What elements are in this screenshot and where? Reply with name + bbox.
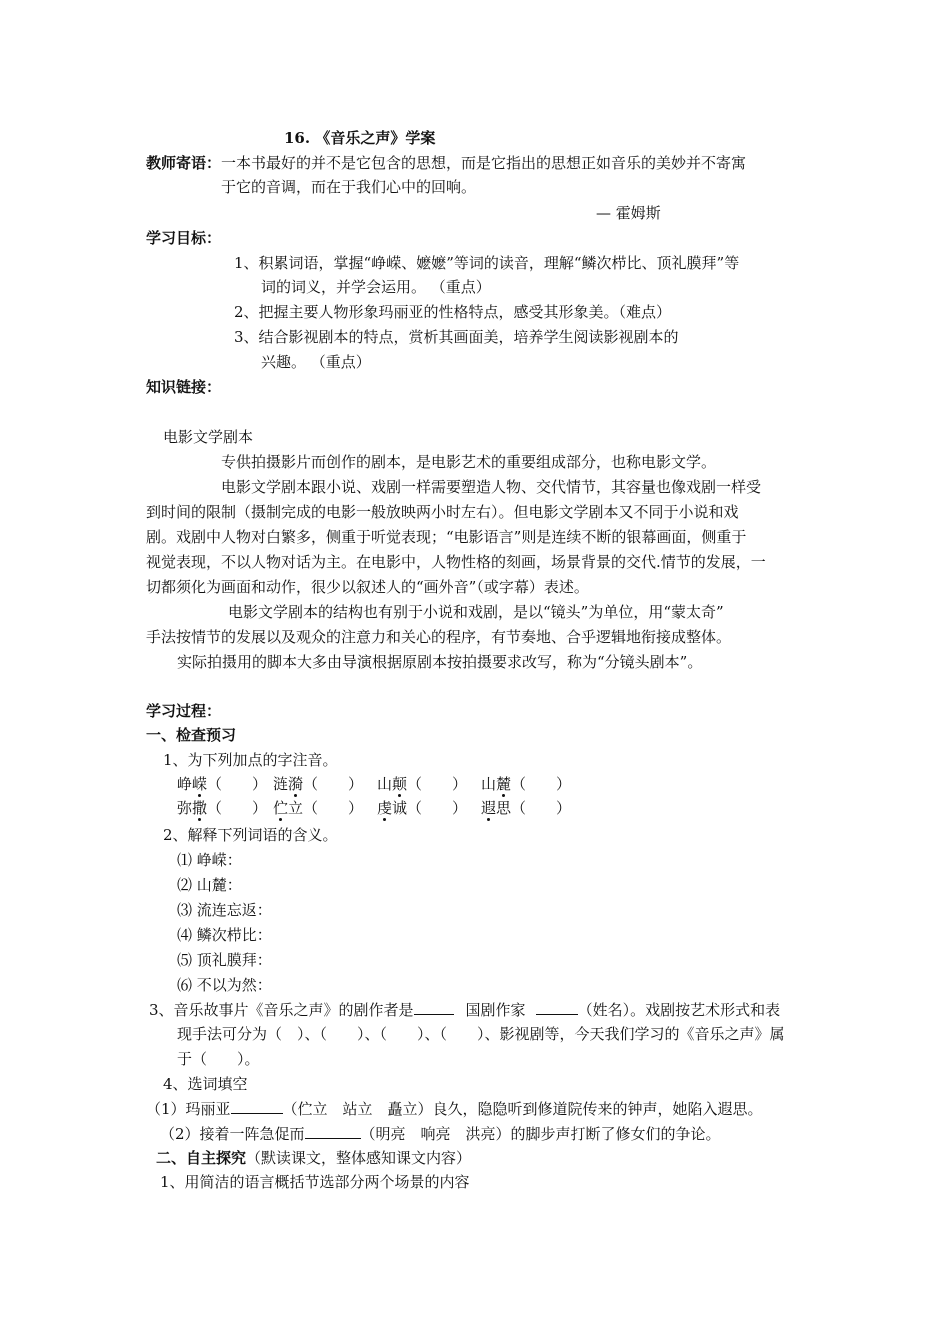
term-3: ⑶ 流连忘返： xyxy=(177,901,272,919)
question-4: 4、选词填空 xyxy=(163,1075,248,1093)
question-4-item-1 xyxy=(146,1098,763,1120)
epigraph-text-1: 一本书最好的并不是它包含的思想，而是它指出的思想正如音乐的美妙并不寄寓 xyxy=(221,154,747,172)
knowledge-p2-l2: 到时间的限制（摄制完成的电影一般放映两小时左右）。但电影文学剧本又不同于小说和戏 xyxy=(146,503,739,521)
term-6: ⑹ 不以为然： xyxy=(177,976,272,994)
q4-1-prefix: （1）玛丽亚 xyxy=(146,1100,231,1118)
term-1: ⑴ 峥嵘： xyxy=(177,851,242,869)
goals-heading: 学习目标： xyxy=(146,229,222,247)
section-2-question-1: 1、用简洁的语言概括节选部分两个场景的内容 xyxy=(160,1173,470,1191)
q4-1-suffix: （伫立 站立 矗立）良久，隐隐听到修道院传来的钟声，她陷入遐思。 xyxy=(282,1100,763,1118)
knowledge-p3-l2: 手法按情节的发展以及观众的注意力和关心的程序，有节奏地、合乎逻辑地衔接成整体。 xyxy=(146,628,732,646)
knowledge-p2-l4: 视觉表现，不以人物对话为主。在电影中，人物性格的刻画，场景背景的交代.情节的发展，一 xyxy=(146,553,766,571)
q3-text-c: （姓名）。戏剧按艺术形式和表 xyxy=(577,1001,781,1019)
pinyin-row-2 xyxy=(177,797,571,819)
fill-blank[interactable] xyxy=(305,1124,361,1139)
pinyin-item: 遐思（ ） xyxy=(481,799,572,817)
epigraph-label: 教师寄语： xyxy=(146,154,222,172)
pinyin-row-1 xyxy=(177,773,571,795)
fill-blank[interactable] xyxy=(536,1000,578,1015)
knowledge-p2-l3: 剧。戏剧中人物对白繁多，侧重于听觉表现；“电影语言”则是连续不断的银幕画面，侧重于 xyxy=(146,528,747,546)
question-1: 1、为下列加点的字注音。 xyxy=(163,751,338,769)
question-3-line-1 xyxy=(149,999,780,1021)
question-3-line-3: 于（ ）。 xyxy=(177,1050,260,1068)
term-2: ⑵ 山麓： xyxy=(177,876,242,894)
fill-blank[interactable] xyxy=(414,1000,454,1015)
epigraph-attribution: — 霍姆斯 xyxy=(596,204,661,222)
pinyin-item: 峥嵘（ ） xyxy=(177,775,268,793)
fill-blank[interactable] xyxy=(231,1099,283,1114)
knowledge-p4: 实际拍摄用的脚本大多由导演根据原剧本按拍摄要求改写，称为“分镜头剧本”。 xyxy=(177,653,703,671)
epigraph-line-2: 于它的音调，而在于我们心中的回响。 xyxy=(221,178,477,196)
goal-1-line-1: 1、积累词语，掌握“峥嵘、嬷嬷”等词的读音，理解“鳞次栉比、顶礼膜拜”等 xyxy=(234,254,740,272)
goal-2: 2、把握主要人物形象玛丽亚的性格特点，感受其形象美。（难点） xyxy=(234,303,672,321)
goal-1-line-2: 词的词义，并学会运用。 （重点） xyxy=(261,278,491,296)
section-2-line xyxy=(156,1147,471,1169)
q3-text-a: 3、音乐故事片《音乐之声》的剧作者是 xyxy=(149,1001,414,1019)
knowledge-heading: 知识链接： xyxy=(146,378,222,396)
epigraph-line-1 xyxy=(146,152,746,174)
pinyin-item: 涟漪（ ） xyxy=(273,775,364,793)
question-2: 2、解释下列词语的含义。 xyxy=(163,826,338,844)
question-4-item-2 xyxy=(160,1123,721,1145)
knowledge-subtitle: 电影文学剧本 xyxy=(163,428,254,446)
pinyin-item: 山麓（ ） xyxy=(481,775,572,793)
knowledge-p2-l5: 切都须化为画面和动作，很少以叙述人的“画外音”（或字幕）表述。 xyxy=(146,578,589,596)
knowledge-p2-l1: 电影文学剧本跟小说、戏剧一样需要塑造人物、交代情节，其容量也像戏剧一样受 xyxy=(221,478,762,496)
knowledge-p3-l1: 电影文学剧本的结构也有别于小说和戏剧，是以“镜头”为单位，用“蒙太奇” xyxy=(228,603,724,621)
process-heading: 学习过程： xyxy=(146,702,222,720)
document-title: 16. 《音乐之声》学案 xyxy=(284,129,436,147)
goal-3-line-1: 3、结合影视剧本的特点，赏析其画面美，培养学生阅读影视剧本的 xyxy=(234,328,679,346)
term-4: ⑷ 鳞次栉比： xyxy=(177,926,272,944)
section-2-note: （默读课文，整体感知课文内容） xyxy=(246,1149,472,1167)
section-2-heading: 二、自主探究 xyxy=(156,1149,247,1167)
section-1-heading: 一、检查预习 xyxy=(146,726,237,744)
pinyin-item: 伫立（ ） xyxy=(273,799,364,817)
knowledge-p1: 专供拍摄影片而创作的剧本，是电影艺术的重要组成部分，也称电影文学。 xyxy=(221,453,717,471)
q4-2-prefix: （2）接着一阵急促而 xyxy=(160,1125,305,1143)
pinyin-item: 弥撒（ ） xyxy=(177,799,268,817)
question-3-line-2: 现手法可分为（ ）、（ ）、（ ）、（ ）、影视剧等，今天我们学习的《音乐之声》属 xyxy=(177,1025,785,1043)
term-5: ⑸ 顶礼膜拜： xyxy=(177,951,272,969)
goal-3-line-2: 兴趣。 （重点） xyxy=(261,353,371,371)
pinyin-item: 山颠（ ） xyxy=(377,775,468,793)
q3-text-b: 国剧作家 xyxy=(465,1001,526,1019)
q4-2-suffix: （明亮 响亮 洪亮）的脚步声打断了修女们的争论。 xyxy=(360,1125,721,1143)
pinyin-item: 虔诚（ ） xyxy=(377,799,468,817)
